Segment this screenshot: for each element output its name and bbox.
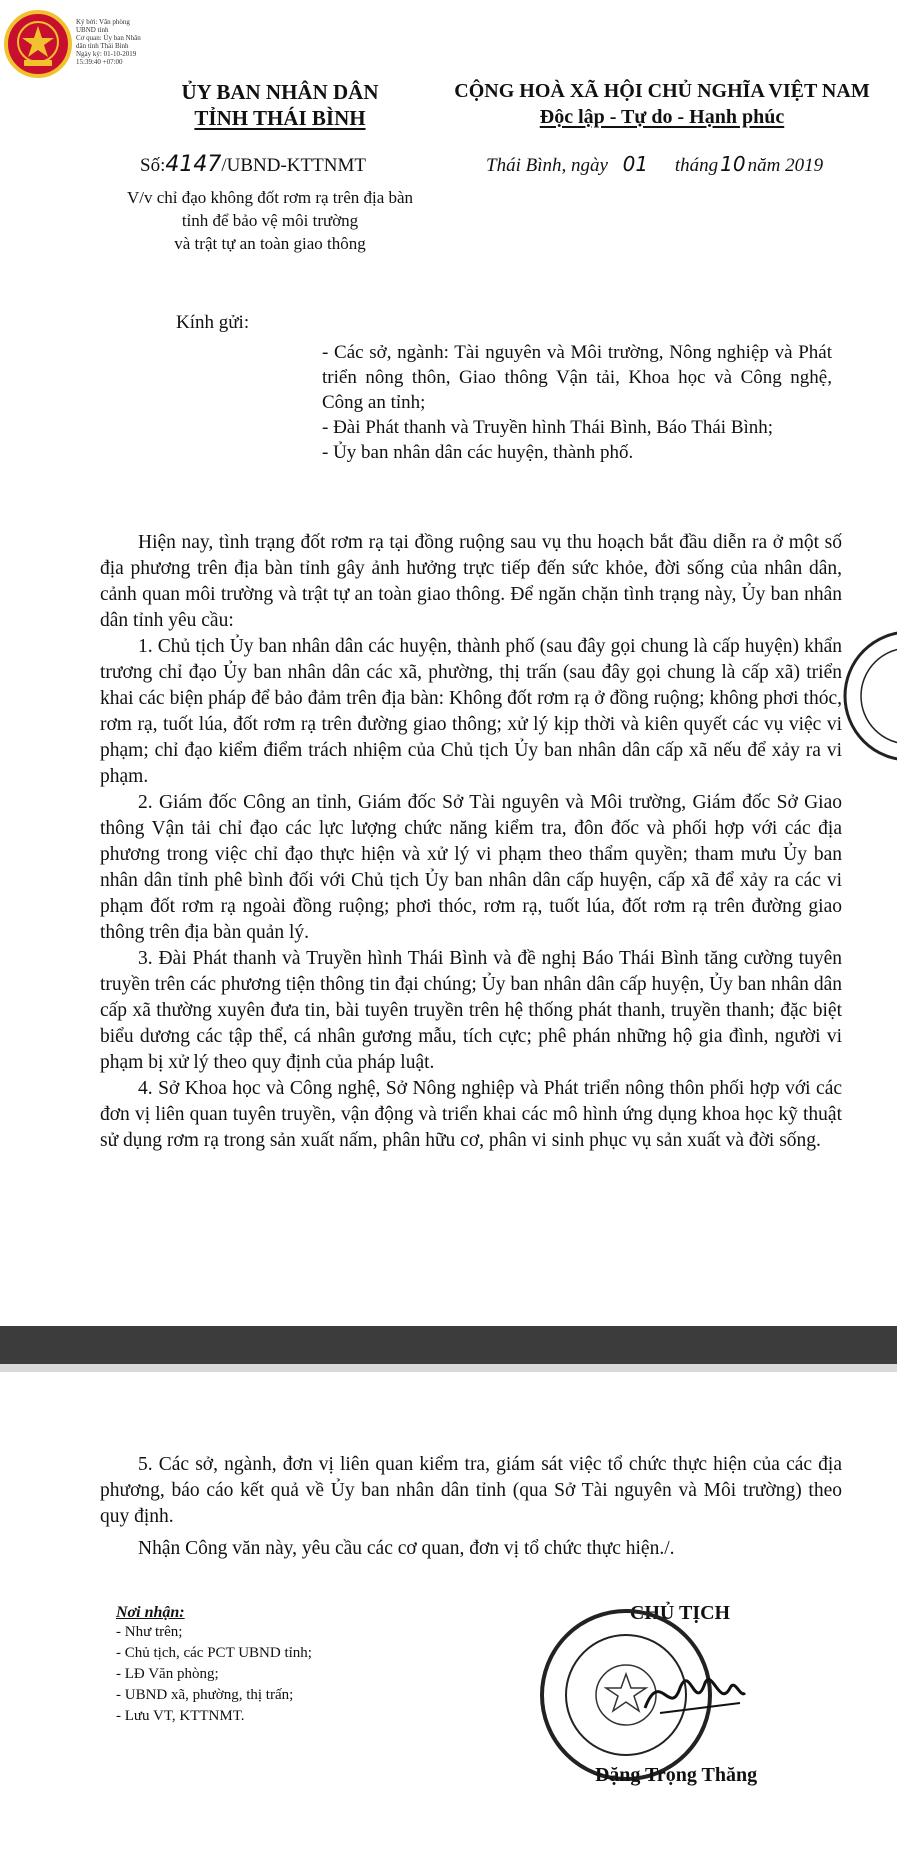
- recipients-list: [322, 340, 832, 465]
- recipient-item: - Ủy ban nhân dân các huyện, thành phố.: [322, 442, 634, 463]
- national-emblem-icon: [4, 10, 72, 78]
- cc-item: - Chủ tịch, các PCT UBND tỉnh;: [116, 1645, 312, 1661]
- cc-list: [116, 1622, 416, 1727]
- recipient-item: - Đài Phát thanh và Truyền hình Thái Bình, Báo Thái Bình;: [322, 417, 774, 438]
- digital-signature-block: [4, 10, 154, 80]
- recipient-item: - Các sở, ngành: Tài nguyên và Môi trường, Nông nghiệp và Phát triển nông thôn, Giao thông Vận tải, Khoa học và Công nghệ, Công an tỉnh;: [322, 342, 832, 413]
- sig-meta-line: Ký bởi: Văn phòng: [76, 18, 130, 26]
- date-year: năm 2019: [747, 155, 824, 176]
- date-month-label: tháng: [674, 155, 719, 176]
- sig-meta-line: Cơ quan: Ủy ban Nhân: [76, 34, 141, 42]
- date-prefix: Thái Bình, ngày: [486, 155, 608, 176]
- date-day: 01: [622, 152, 649, 176]
- document-date: [486, 152, 823, 177]
- signer-title: CHỦ TỊCH: [629, 1602, 731, 1624]
- handwritten-signature-icon: [640, 1658, 750, 1728]
- docno-suffix: /UBND-KTTNMT: [221, 155, 366, 176]
- body-item-1: 1. Chủ tịch Ủy ban nhân dân các huyện, thành phố (sau đây gọi chung là cấp huyện) khẩn trương chỉ đạo Ủy ban nhân dân các xã, phường, thị trấn (sau đây gọi chung là cấp xã) triển khai các biện pháp để bảo đảm trên địa bàn: Không đốt rơm rạ ở đồng ruộng; không phơi thóc, rơm rạ, tuốt lúa, đốt rơm rạ trên đường giao thông; xử lý kịp thời và kiên quyết các vụ việc vi phạm; chỉ đạo kiểm điểm trách nhiệm của Chủ tịch Ủy ban nhân dân cấp xã nếu để xảy ra vi phạm.: [100, 636, 842, 787]
- document-subject: [90, 186, 450, 255]
- cc-item: - Lưu VT, KTTNMT.: [116, 1708, 245, 1724]
- body-item-2: 2. Giám đốc Công an tỉnh, Giám đốc Sở Tài nguyên và Môi trường, Giám đốc Sở Giao thông Vận tải chỉ đạo các lực lượng chức năng kiểm tra, đôn đốc và phối hợp với các địa phương trong việc chỉ đạo thực hiện và xử lý vi phạm theo thẩm quyền; tham mưu Ủy ban nhân dân tỉnh phê bình đối với Chủ tịch Ủy ban nhân dân cấp huyện, cấp xã để xảy ra các vi phạm đốt rơm rạ ngoài đồng ruộng; phơi thóc, rơm rạ, tuốt lúa, đốt rơm rạ trên đường giao thông trên địa bàn quản lý.: [100, 792, 842, 943]
- body-item-4: 4. Sở Khoa học và Công nghệ, Sở Nông nghiệp và Phát triển nông thôn phối hợp với các đơn vị liên quan tuyên truyền, vận động và triển khai các mô hình ứng dụng khoa học kỹ thuật sử dụng rơm rạ trong sản xuất nấm, phân hữu cơ, phân vi sinh phục vụ sản xuất và đời sống.: [100, 1078, 842, 1151]
- sig-meta-line: Ngày ký: 01-10-2019: [76, 50, 137, 58]
- docno-prefix: Số:: [140, 155, 166, 176]
- body-page-2: [100, 1452, 842, 1562]
- page-separator: [0, 1326, 897, 1364]
- sig-meta-line: UBND tỉnh: [76, 26, 109, 34]
- closing-line: Nhận Công văn này, yêu cầu các cơ quan, đơn vị tổ chức thực hiện./.: [138, 1538, 675, 1559]
- document-body: [100, 530, 842, 1154]
- issuing-org-line2: TỈNH THÁI BÌNH: [194, 106, 366, 130]
- cc-title: Nơi nhận:: [116, 1604, 185, 1621]
- subject-line: V/v chỉ đạo không đốt rơm rạ trên địa bàn: [126, 188, 414, 207]
- page-separator-shadow: [0, 1364, 897, 1372]
- subject-line: và trật tự an toàn giao thông: [174, 234, 366, 253]
- national-motto: Độc lập - Tự do - Hạnh phúc: [539, 106, 785, 128]
- document-number: [140, 152, 366, 177]
- date-month: 10: [720, 152, 746, 176]
- signer-name: Đặng Trọng Thăng: [594, 1764, 758, 1786]
- subject-line: tỉnh để bảo vệ môi trường: [181, 211, 359, 230]
- national-title: CỘNG HOÀ XÃ HỘI CHỦ NGHĨA VIỆT NAM: [454, 80, 870, 102]
- recipients-cc-block: [116, 1604, 416, 1727]
- docno-number: 4147: [165, 152, 222, 177]
- body-item-3: 3. Đài Phát thanh và Truyền hình Thái Bình và đề nghị Báo Thái Bình tăng cường tuyên truyền trên các phương tiện thông tin đại chúng; Ủy ban nhân dân cấp huyện, Ủy ban nhân dân cấp xã thường xuyên đưa tin, bài tuyên truyền trên hệ thống phát thanh, truyền thanh; đặc biệt biểu dương các tập thể, cá nhân gương mẫu, tích cực; phê phán những hộ gia đình, người vi phạm bị xử lý theo quy định của pháp luật.: [100, 948, 842, 1073]
- sig-meta-line: 15:39:40 +07:00: [76, 58, 123, 66]
- signature-metadata: [76, 18, 156, 66]
- body-item-5: 5. Các sở, ngành, đơn vị liên quan kiểm tra, giám sát việc tổ chức thực hiện của các địa phương, báo cáo kết quả về Ủy ban nhân dân tỉnh (qua Sở Tài nguyên và Môi trường) theo quy định.: [100, 1454, 842, 1527]
- cc-item: - Như trên;: [116, 1624, 183, 1640]
- greeting: Kính gửi:: [176, 312, 250, 333]
- official-stamp-icon: [839, 626, 897, 766]
- sig-meta-line: dân tỉnh Thái Bình: [76, 42, 129, 50]
- body-intro: Hiện nay, tình trạng đốt rơm rạ tại đồng ruộng sau vụ thu hoạch bắt đầu diễn ra ở một số địa phương trên địa bàn tỉnh gây ảnh hưởng trực tiếp đến sức khỏe, đời sống của nhân dân, cảnh quan môi trường và trật tự an toàn giao thông. Để ngăn chặn tình trạng này, Ủy ban nhân dân tỉnh yêu cầu:: [100, 532, 842, 631]
- cc-item: - LĐ Văn phòng;: [116, 1666, 219, 1682]
- cc-item: - UBND xã, phường, thị trấn;: [116, 1687, 294, 1703]
- issuing-org-line1: ỦY BAN NHÂN DÂN: [181, 80, 379, 104]
